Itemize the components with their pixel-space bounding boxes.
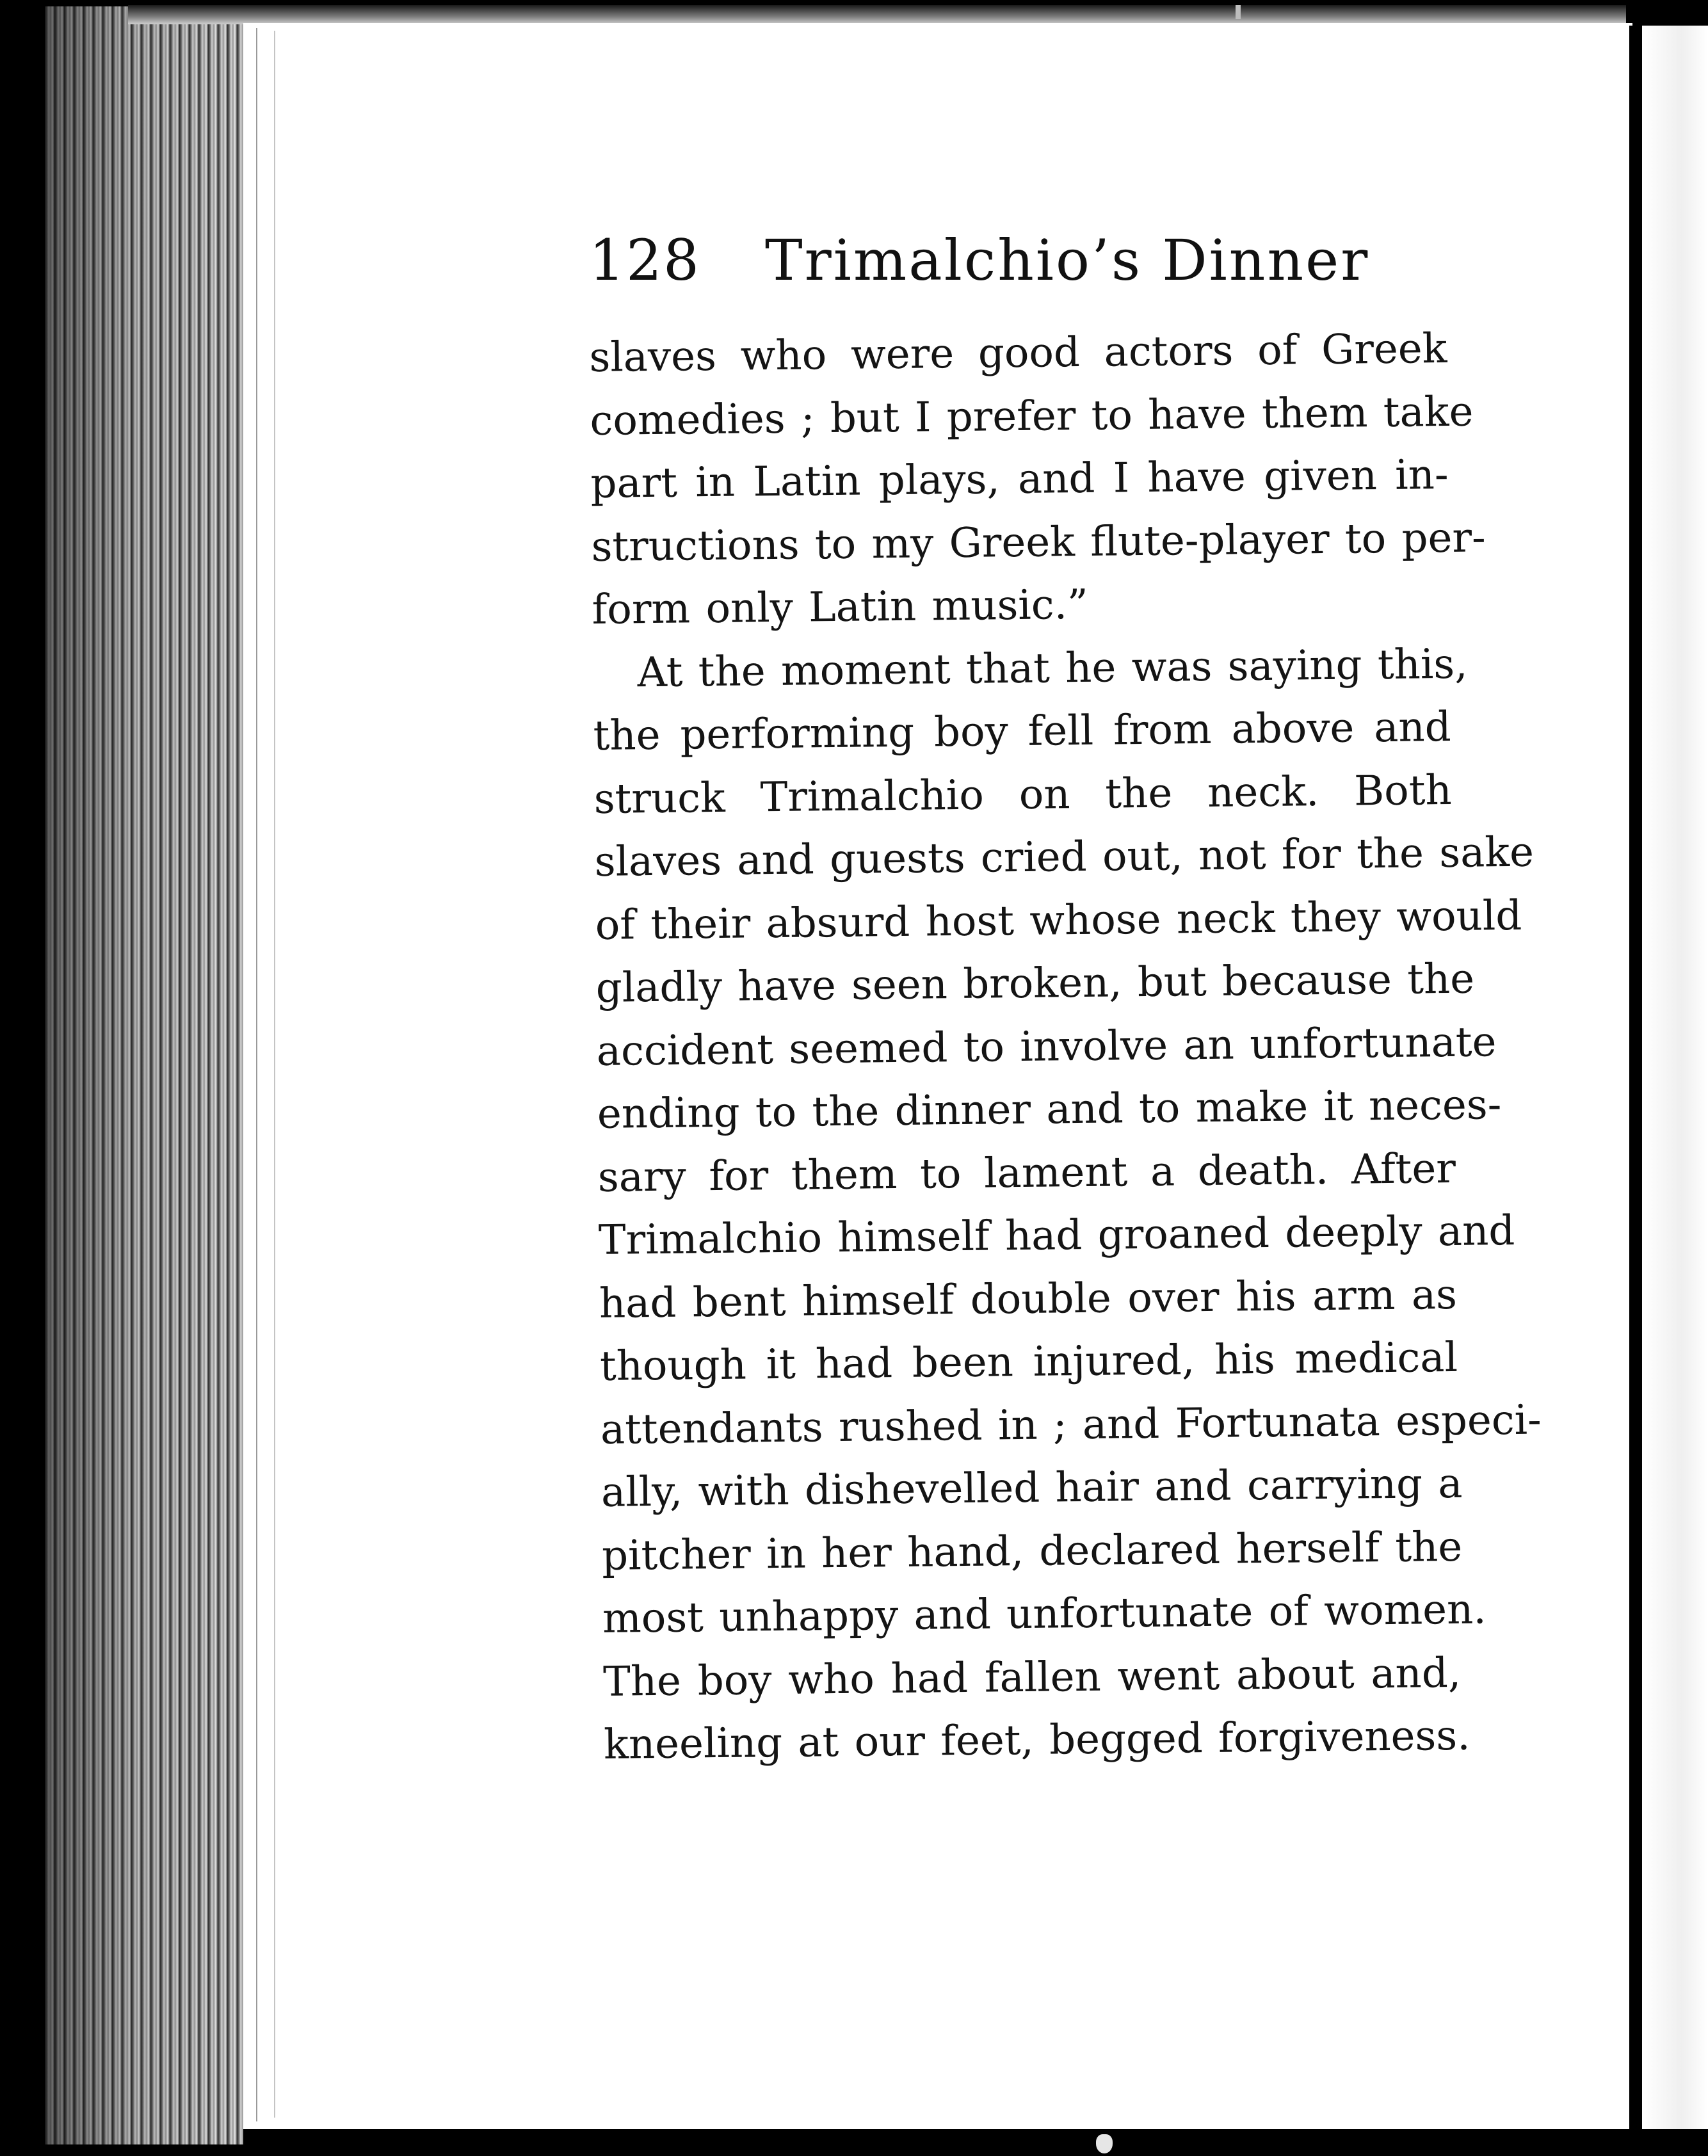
text-line: the performing boy fell from above and: [593, 703, 1452, 760]
body-text: [589, 318, 1542, 1776]
text-line: structions to my Greek flute-player to per-: [591, 513, 1486, 571]
text-line: most unhappy and unfortunate of women.: [602, 1586, 1487, 1643]
text-line: had bent himself double over his arm as: [599, 1271, 1458, 1328]
text-line: attendants rushed in ; and Fortunata especi-: [600, 1396, 1542, 1454]
top-edge-mark: [1236, 5, 1241, 19]
text-line: though it had been injured, his medical: [599, 1333, 1458, 1390]
page-number: 128: [589, 227, 700, 293]
text-line: The boy who had fallen went about and,: [602, 1649, 1462, 1706]
facing-page-edge: [1642, 26, 1708, 2144]
right-binding-gutter: [1629, 26, 1642, 2144]
running-title: Trimalchio’s Dinner: [764, 227, 1370, 293]
page-edges-shadow: [45, 6, 243, 2144]
text-line: gladly have seen broken, but because the: [595, 955, 1475, 1012]
text-line: Trimalchio himself had groaned deeply and: [598, 1207, 1515, 1264]
text-line: pitcher in her hand, declared herself the: [601, 1523, 1463, 1580]
text-line: of their absurd host whose neck they would: [595, 892, 1522, 949]
text-line: slaves and guests cried out, not for the sake: [594, 828, 1535, 886]
text-line: ally, with dishevelled hair and carrying a: [600, 1460, 1463, 1516]
text-line: ending to the dinner and to make it neces-: [597, 1081, 1502, 1138]
page-header: [589, 227, 1485, 293]
page-fold-line: [256, 28, 257, 2121]
text-line: slaves who were good actors of Greek: [589, 325, 1447, 382]
page-edges-top: [128, 5, 1626, 24]
text-line: kneeling at our feet, begged forgiveness.: [603, 1712, 1470, 1769]
bottom-edge-mark: [1096, 2134, 1113, 2153]
text-line: accident seemed to involve an unfortunate: [596, 1018, 1497, 1075]
text-line: comedies ; but I prefer to have them take: [590, 388, 1474, 445]
text-line: sary for them to lament a death. After: [597, 1145, 1456, 1202]
text-line: form only Latin music.”: [592, 581, 1089, 634]
text-line: part in Latin plays, and I have given in-: [590, 451, 1449, 508]
text-line: struck Trimalchio on the neck. Both: [593, 766, 1453, 823]
text-line: At the moment that he was saying this,: [637, 640, 1468, 696]
bottom-border: [243, 2129, 1708, 2156]
page-fold-line-inner: [274, 31, 275, 2118]
